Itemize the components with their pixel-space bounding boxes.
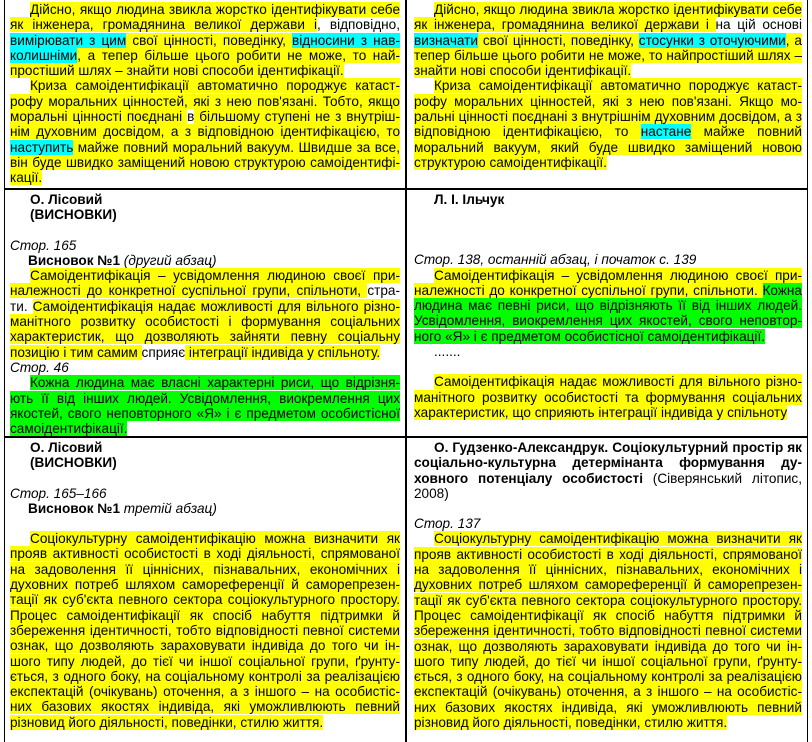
text-yellow: Дійсно, якщо людина звикла жорстко ідентифікувати себе як інженера, громадянина великої держави і: [10, 2, 400, 33]
conclusion-label: Висновок №1: [28, 252, 121, 268]
page-reference: Стор. 165–166: [10, 485, 107, 501]
conclusion-heading: [10, 253, 400, 268]
page-reference: Стор. 138, останній абзац, і початок с. 139: [414, 252, 697, 268]
source-title: [414, 440, 802, 501]
text-yellow: Соціокультурну самоідентифікацію можна визначити як прояв активності особистості в ході діяльності, спрямованої на задоволення її ціннісних, пізнавальних, економічних і духовних потреб шляхом самореференції й саморепрезен-тації як суб'єкта певного сектора соціокультурного простору. Процес самоідентифікації як спосіб набуття підтримки й збереження ідентичності, тобто відповідності певної системи ознак, що дозволяють зараховувати індивіда до того чи ін-шого типу людей, до тієї чи іншої соціальної групи, ґрунту-ється, з одного боку, на соціальному контролі за реалізацією експектацій (очікувань) оточення, а з іншого – на особистіс-них базових якостях індивіда, які уможливлюють певний різновид його діяльності, поведінки, стилю життя.: [10, 531, 400, 730]
text-yellow: , а тепер більше цього робити не може, то най-простіший шлях – знайти нові способи ідентифікації.: [10, 47, 400, 79]
page-reference-2: Стор. 46: [10, 359, 69, 375]
ellipsis: .......: [434, 344, 461, 360]
row2-right-cell: [414, 192, 802, 420]
text-yellow: Самоідентифікація – усвідомлення людиною своєї при-належності до конкретної суспільної групи, спільноти,: [10, 268, 400, 299]
text-cyan: настане: [640, 124, 692, 140]
row2-left-cell: [10, 192, 400, 436]
text-yellow: свої цінності, поведінку,: [477, 32, 639, 48]
page-reference: Стор. 165: [10, 237, 77, 253]
text-plain: на цій основі: [715, 17, 802, 33]
column-divider: [405, 0, 407, 742]
row1-right-paragraph-1: [414, 2, 802, 78]
text-cyan: стосунки з оточуючими: [638, 32, 786, 48]
row3-left-paragraph-1: [10, 531, 400, 730]
text-yellow: майже повний моральний вакуум. Швидше за все, він буде швидко заміщений новою структурою самоідентифі-кації.: [10, 139, 400, 186]
text-yellow: Самоідентифікація – усвідомлення людиною своєї при-належності до конкретної суспільної групи, спільноти.: [414, 267, 802, 298]
row2-left-paragraph-1: [10, 268, 400, 360]
text-yellow: більшому ступені не з внутріш-нім духовним досвідом, а з відповідною ідентифікацією, то: [10, 109, 400, 140]
source-title-text: О. Гудзенко-Александрук. Соціокультурний простір як соціально-культурна детермінанта формування ду-ховного потенціалу особистості: [414, 440, 802, 486]
text-plain: стра-ти.: [10, 283, 400, 314]
conclusion-note: третій абзац): [120, 500, 217, 516]
comparison-table: [4, 0, 810, 742]
row3-left-cell: [10, 440, 400, 730]
table-border-right: [807, 0, 808, 742]
page-reference: Стор. 137: [414, 516, 481, 532]
source-publication: (Сіверянський літопис, 2008): [414, 470, 802, 501]
text-green: Кожна людина має власні характерні риси, що відрізня-ють її від інших людей. Усвідомлення, виокремлення цих якостей, свого неповторного «Я» і є предметом особистісної самоідентифікації.: [10, 375, 400, 437]
text-yellow: інтеграції індивіда у спільноту.: [185, 344, 381, 360]
text-yellow: Криза самоідентифікації автоматично породжує катаст-рофу моральних цінностей, які з нею пов'язані. Якщо мо-ральні цінності поєднані з внутрішнім духовним досвідом, а з відповідною ідентифікацією, то: [414, 78, 802, 140]
text-plain: сприяє: [141, 344, 186, 360]
text-plain: , відповідно,: [317, 17, 400, 33]
row-divider-1: [4, 188, 808, 190]
text-green: Кожна людина має певні риси, що відрізняють її від інших людей. Усвідомлення, виокремлення цих якостей, свого неповтор-ного «Я» і є предметом особистісної самоідентифікації.: [414, 282, 802, 344]
text-yellow: який буде швидко заміщений новою структурою самоідентифікації.: [414, 139, 802, 170]
row2-left-paragraph-2: [10, 375, 400, 436]
source-author: Л. І. Ільчук: [434, 192, 505, 207]
row2-right-paragraph-2: [414, 374, 802, 420]
text-plain: в: [187, 109, 195, 125]
text-yellow: майже повний моральний вакуум,: [414, 124, 802, 155]
source-subtitle: (ВИСНОВКИ): [30, 207, 117, 223]
text-yellow: Самоідентифікація надає можливості для вільного різно-манітного розвитку особистості і формування соціальних характеристик, що дозволяють зайняти певну соціальну позицію і тим самим: [10, 298, 400, 360]
source-subtitle: (ВИСНОВКИ): [30, 455, 117, 471]
row2-right-paragraph-1: [414, 268, 802, 344]
conclusion-note: (другий абзац): [120, 252, 217, 268]
text-yellow: Самоідентифікація надає можливості для вільного різно-манітного розвитку особистості та формування соціальних характеристик, що сприяють інтеграції індивіда у спільноту: [414, 374, 802, 420]
text-cyan: відносини з нав-колишніми: [10, 32, 400, 63]
conclusion-label: Висновок №1: [28, 500, 121, 516]
text-yellow: , а тепер більше цього робити не може, то найпростіший шлях – знайти нові способи ідентифікації.: [414, 32, 802, 79]
text-yellow: свої цінності, поведінку,: [126, 32, 293, 48]
row1-left-paragraph-1: [10, 2, 400, 78]
row1-left-cell: [10, 2, 400, 186]
row1-right-paragraph-2: [414, 78, 802, 170]
text-yellow: Криза самоідентифікації автоматично породжує катаст-рофу моральних цінностей, які з нею пов'язані. Тобто, якщо моральні цінності поєднані: [10, 78, 400, 125]
conclusion-heading: [10, 501, 400, 516]
text-cyan: вимірювати з цим: [10, 32, 127, 48]
table-border-left: [4, 0, 5, 742]
row3-right-paragraph-1: [414, 531, 802, 730]
row1-right-cell: [414, 2, 802, 170]
text-cyan: наступить: [10, 139, 74, 155]
row1-left-paragraph-2: [10, 78, 400, 185]
text-cyan: визначати: [414, 32, 478, 48]
source-author: О. Лісовий: [30, 192, 103, 207]
text-yellow: Соціокультурну самоідентифікацію можна визначити як прояв активності особистості в ході діяльності, спрямованої на задоволення її ціннісних, пізнавальних, економічних і духовних потреб шляхом самореференції й саморепрезен-тації як суб'єкта певного сектора соціокультурного простору. Процес самоідентифікації як спосіб набуття підтримки й збереження ідентичності, тобто відповідності певної системи ознак, що дозволяють зараховувати індивіда до того чи ін-шого типу людей, до тієї чи іншої соціальної групи, ґрунту-ється, з одного боку, на соціальному контролі за реалізацією експектацій (очікувань) оточення, а з іншого – на особистіс-них базових якостях індивіда, які уможливлюють певний різновид його діяльності, поведінки, стилю життя.: [414, 531, 802, 731]
row3-right-cell: [414, 440, 802, 730]
source-author: О. Лісовий: [30, 440, 103, 455]
text-yellow: Дійсно, якщо людина звикла жорстко ідентифікувати себе як інженера, громадянина великої держави і: [414, 2, 802, 33]
